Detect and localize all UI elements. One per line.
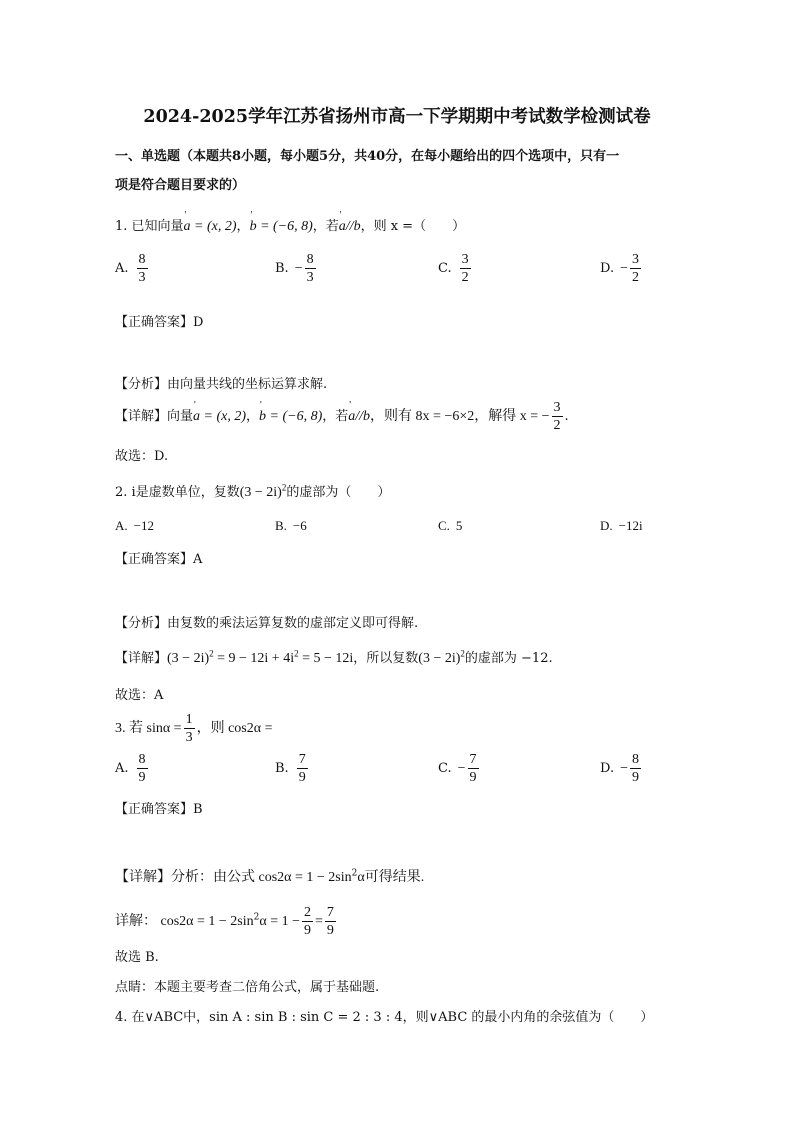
q2-option-a: A. −12 bbox=[115, 518, 154, 533]
q2-choose: 故选：A bbox=[115, 688, 164, 703]
q2-answer: 【正确答案】A bbox=[115, 552, 203, 567]
q1-answer: 【正确答案】D bbox=[115, 315, 204, 330]
q1-option-a: A. $\frac{8}{3}$ bbox=[115, 252, 146, 285]
q3-detail-steps: 详解： $\cos 2\alpha = 1 - 2\sin^2\alpha = 1$ − $\frac{2}{9}$ = $\frac{7}{9}$ bbox=[115, 905, 334, 938]
question-1-stem bbox=[115, 215, 465, 235]
q1-option-d: D. − $\frac{3}{2}$ bbox=[600, 252, 639, 285]
q3-detail-analysis: 【详解】分析：由公式 $\cos 2\alpha = 1 - 2\sin^2\alpha$可得结果. bbox=[115, 868, 425, 885]
question-4-stem: 4. 在∨ABC中，sin A : sin B : sin C = 2 : 3 : 4，则∨ABC 的最小内角的余弦值为（ ） bbox=[115, 1010, 654, 1025]
q1-vector-a: ' a = (x, 2) bbox=[184, 219, 237, 235]
q3-answer: 【正确答案】B bbox=[115, 802, 203, 817]
q1-choose: 故选：D. bbox=[115, 449, 169, 464]
q3-option-b: B. $\frac{7}{9}$ bbox=[275, 752, 306, 785]
q2-option-b: B. −6 bbox=[275, 518, 307, 533]
q3-option-d: D. − $\frac{8}{9}$ bbox=[600, 752, 639, 785]
q2-analysis: 【分析】由复数的乘法运算复数的虚部定义即可得解. bbox=[115, 616, 419, 631]
q1-separator: ， bbox=[236, 219, 250, 234]
question-3-stem: 3. 若 sinα = $\frac{1}{3}$ ，则 cos2α = bbox=[115, 712, 273, 745]
section-heading-line2: 项是符合题目要求的） bbox=[115, 178, 246, 193]
q3-comment: 点睛：本题主要考查二倍角公式，属于基础题. bbox=[115, 980, 380, 995]
q2-option-d: D. −12i bbox=[600, 518, 643, 533]
q1-condition: ' a//b bbox=[339, 219, 361, 235]
q1-option-b: B. − $\frac{8}{3}$ bbox=[275, 252, 314, 285]
q2-option-c: C. 5 bbox=[438, 518, 463, 533]
q1-cond-prefix: ，若 bbox=[312, 219, 339, 234]
q1-option-c: C. $\frac{3}{2}$ bbox=[438, 252, 469, 285]
q1-ask: ，则 x =（ ） bbox=[360, 219, 466, 234]
q3-option-c: C. − $\frac{7}{9}$ bbox=[438, 752, 477, 785]
q1-analysis: 【分析】由向量共线的坐标运算求解. bbox=[115, 377, 328, 392]
q2-detail: 【详解】$(3 - 2i)^2 = 9 - 12i + 4i^2 = 5 - 12i$，所以复数$(3 - 2i)^2$的虚部为 −12. bbox=[115, 648, 553, 666]
q1-detail: 【详解】向量' a = (x, 2)，' b = (−6, 8)，若' a//b，则有 8x = −6×2，解得 x = − $\frac{3}{2}$ . bbox=[115, 400, 569, 433]
q1-vector-b: ' b = (−6, 8) bbox=[250, 219, 313, 235]
question-2-stem: 2. i是虚数单位，复数$(3 - 2i)^2$的虚部为（ ） bbox=[115, 482, 391, 500]
section-heading-line1: 一、单选题（本题共8小题，每小题5分，共40分，在每小题给出的四个选项中，只有一 bbox=[115, 149, 620, 164]
page-title: 2024-2025学年江苏省扬州市高一下学期期中考试数学检测试卷 bbox=[143, 107, 651, 127]
q3-choose: 故选 B. bbox=[115, 950, 159, 965]
q1-prefix: 1. 已知向量 bbox=[115, 219, 184, 234]
q3-option-a: A. $\frac{8}{9}$ bbox=[115, 752, 146, 785]
